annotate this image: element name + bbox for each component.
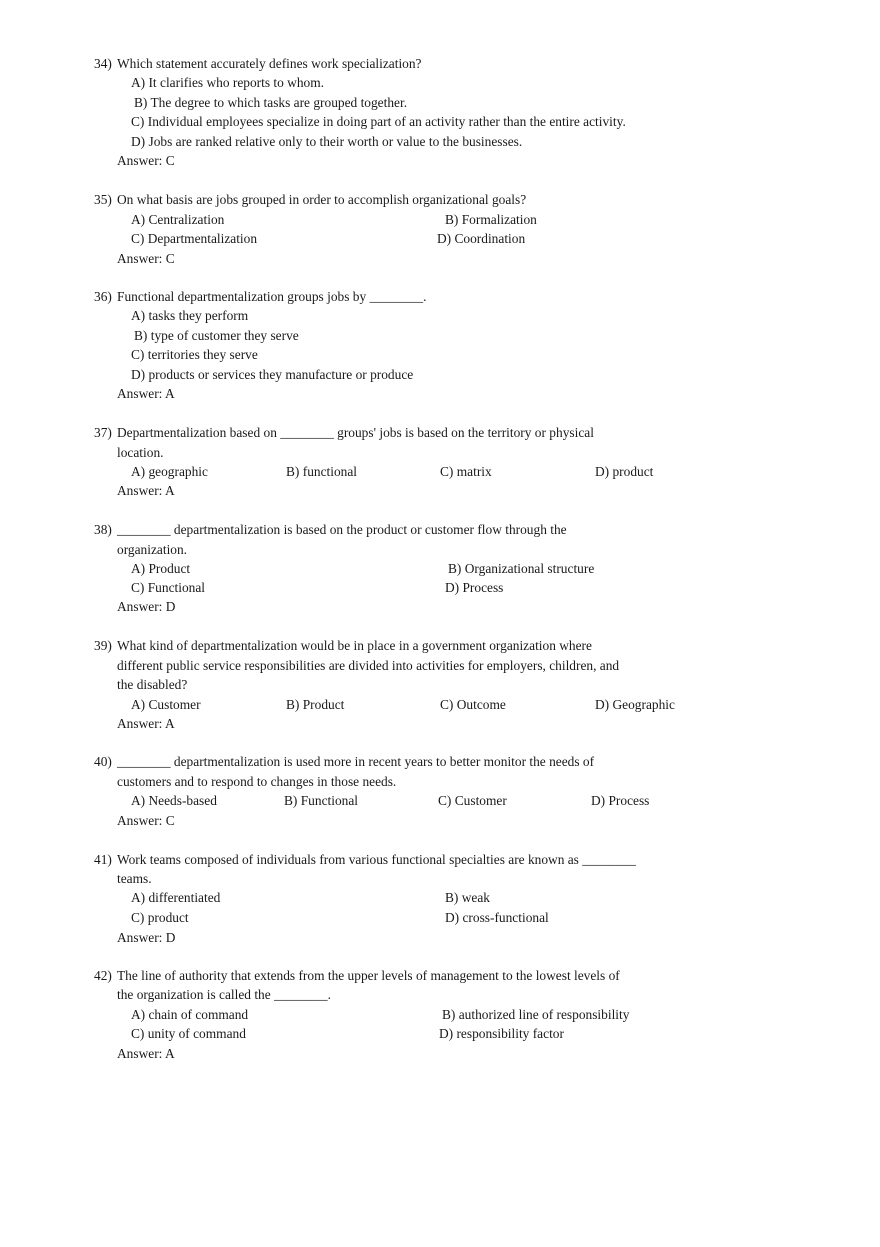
question-stem-continued: different public service responsibilities are divided into activities for employers, children, and (117, 658, 620, 673)
option-d: D) product (595, 464, 654, 479)
option-b: B) Formalization (445, 212, 537, 227)
answer: Answer: A (117, 483, 175, 498)
option-c: C) Customer (438, 793, 507, 808)
question-stem: On what basis are jobs grouped in order to accomplish organizational goals? (117, 192, 527, 207)
option-b: B) weak (445, 890, 490, 905)
option-d: D) Coordination (437, 231, 526, 246)
option-a: A) chain of command (131, 1007, 249, 1022)
answer: Answer: C (117, 251, 175, 266)
question-stem: ________ departmentalization is used more in recent years to better monitor the needs of (117, 754, 595, 769)
question-number: 42) (94, 968, 112, 983)
option-d: D) Process (591, 793, 650, 808)
option-d: D) Jobs are ranked relative only to their worth or value to the businesses. (131, 134, 523, 149)
question-stem: What kind of departmentalization would be in place in a government organization where (117, 638, 592, 653)
answer: Answer: A (117, 386, 175, 401)
option-a: A) Customer (131, 697, 201, 712)
option-c: C) product (131, 910, 189, 925)
question-stem-continued: organization. (117, 542, 188, 557)
option-c: C) Individual employees specialize in doing part of an activity rather than the entire activity. (131, 114, 626, 129)
answer: Answer: D (117, 599, 176, 614)
option-c: C) Departmentalization (131, 231, 258, 246)
question-stem: Which statement accurately defines work specialization? (117, 56, 422, 71)
option-c: C) Functional (131, 580, 206, 595)
question-stem: Functional departmentalization groups jobs by ________. (117, 289, 427, 304)
answer: Answer: C (117, 153, 175, 168)
question-number: 37) (94, 425, 112, 440)
option-b: B) authorized line of responsibility (442, 1007, 630, 1022)
answer: Answer: A (117, 1046, 175, 1061)
question-stem-continued: location. (117, 445, 164, 460)
answer: Answer: A (117, 716, 175, 731)
question-stem-continued: the disabled? (117, 677, 188, 692)
question-number: 36) (94, 289, 112, 304)
option-d: D) products or services they manufacture or produce (131, 367, 414, 382)
option-d: D) cross-functional (445, 910, 549, 925)
option-d: D) Geographic (595, 697, 675, 712)
question-stem-continued: the organization is called the ________. (117, 987, 331, 1002)
question-number: 35) (94, 192, 112, 207)
option-a: A) tasks they perform (131, 308, 249, 323)
option-d: D) Process (445, 580, 504, 595)
question-stem: ________ departmentalization is based on the product or customer flow through the (117, 522, 567, 537)
question-number: 39) (94, 638, 112, 653)
question-number: 34) (94, 56, 112, 71)
option-c: C) matrix (440, 464, 492, 479)
option-a: A) Centralization (131, 212, 225, 227)
option-c: C) Outcome (440, 697, 506, 712)
question-number: 40) (94, 754, 112, 769)
option-a: A) Product (131, 561, 191, 576)
question-stem-continued: teams. (117, 871, 152, 886)
option-a: A) Needs-based (131, 793, 217, 808)
option-a: A) geographic (131, 464, 208, 479)
option-b: B) The degree to which tasks are grouped together. (134, 95, 408, 110)
question-number: 38) (94, 522, 112, 537)
option-b: B) Organizational structure (448, 561, 595, 576)
option-c: C) territories they serve (131, 347, 258, 362)
question-stem: Work teams composed of individuals from various functional specialties are known as ________ (117, 852, 636, 867)
answer: Answer: D (117, 930, 176, 945)
option-c: C) unity of command (131, 1026, 246, 1041)
option-b: B) type of customer they serve (134, 328, 299, 343)
option-b: B) functional (286, 464, 358, 479)
question-stem: The line of authority that extends from the upper levels of management to the lowest levels of (117, 968, 620, 983)
option-a: A) It clarifies who reports to whom. (131, 75, 325, 90)
option-b: B) Product (286, 697, 345, 712)
answer: Answer: C (117, 813, 175, 828)
question-number: 41) (94, 852, 112, 867)
question-stem: Departmentalization based on ________ groups' jobs is based on the territory or physical (117, 425, 594, 440)
option-b: B) Functional (284, 793, 359, 808)
option-d: D) responsibility factor (439, 1026, 564, 1041)
option-a: A) differentiated (131, 890, 221, 905)
question-stem-continued: customers and to respond to changes in those needs. (117, 774, 397, 789)
